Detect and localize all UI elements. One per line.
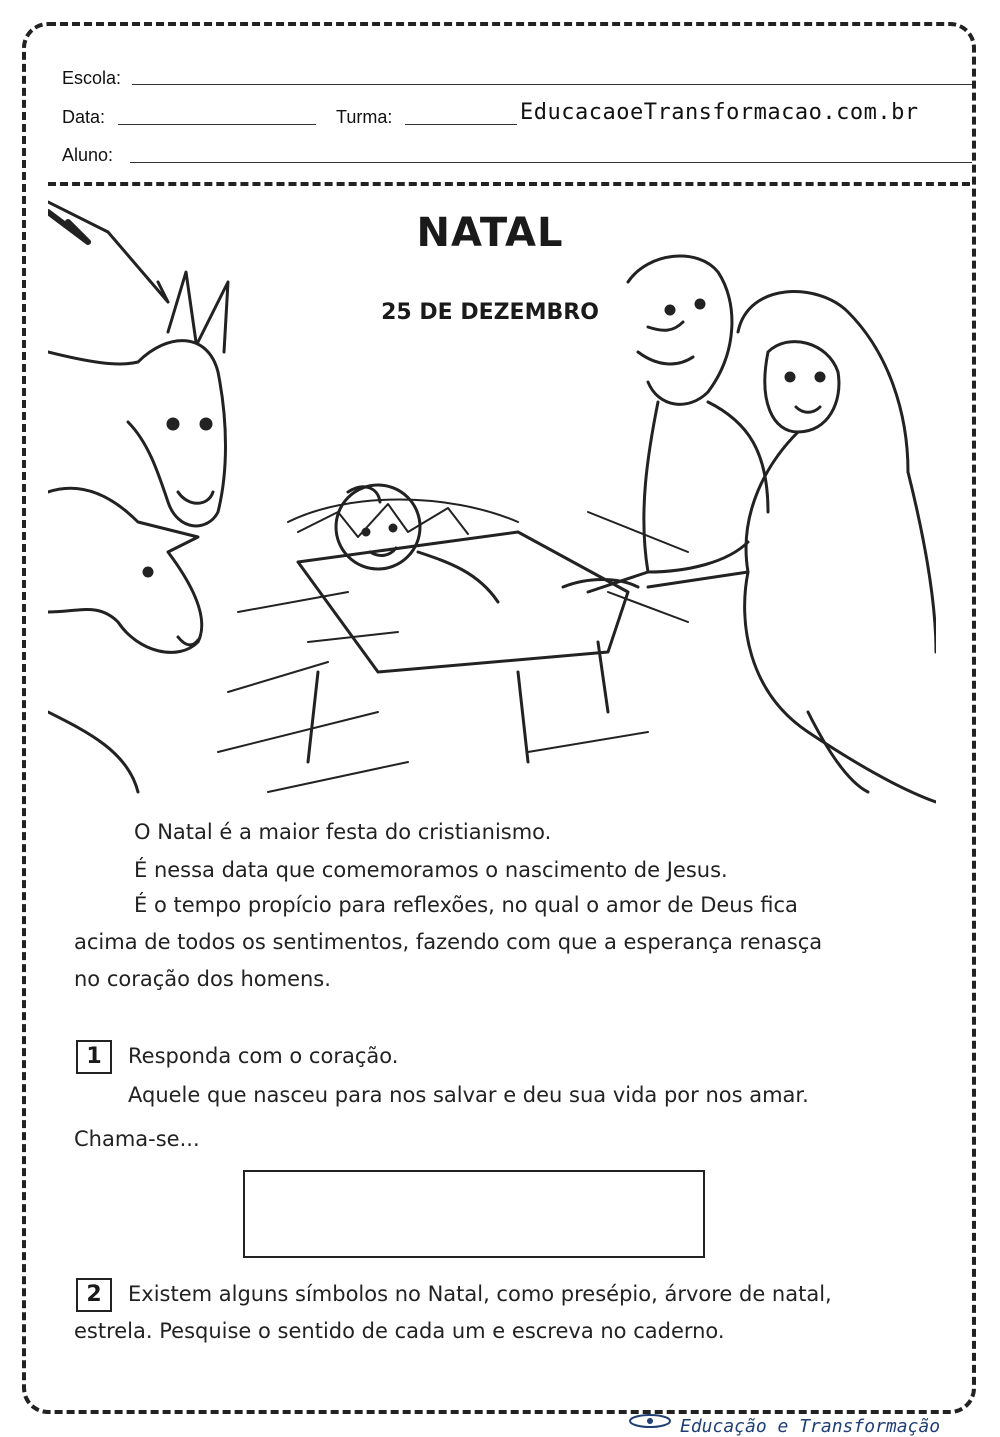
text-line-2: É nessa data que comemoramos o nascimento de Jesus. bbox=[134, 858, 728, 882]
site-url: EducacaoeTransformacao.com.br bbox=[520, 100, 919, 125]
page-subtitle: 25 DE DEZEMBRO bbox=[381, 300, 599, 325]
question-2-text: Existem alguns símbolos no Natal, como presépio, árvore de natal, bbox=[128, 1282, 832, 1306]
escola-label: Escola: bbox=[62, 68, 122, 88]
data-label: Data: bbox=[62, 107, 106, 127]
question-1-prompt: Responda com o coração. bbox=[128, 1044, 399, 1068]
mary-drawing bbox=[648, 292, 936, 802]
header-separator bbox=[48, 182, 970, 186]
answer-box[interactable] bbox=[243, 1170, 705, 1258]
turma-label: Turma: bbox=[336, 107, 393, 127]
text-line-3: É o tempo propício para reflexões, no qual o amor de Deus fica bbox=[134, 893, 798, 917]
data-field[interactable] bbox=[118, 124, 316, 125]
nativity-illustration bbox=[48, 192, 936, 812]
footer-brand: Educação e Transformação bbox=[680, 1416, 941, 1437]
text-line-1: O Natal é a maior festa do cristianismo. bbox=[134, 820, 552, 844]
text-line-4: acima de todos os sentimentos, fazendo com que a esperança renasça bbox=[74, 930, 823, 954]
escola-field[interactable] bbox=[132, 84, 972, 85]
aluno-field[interactable] bbox=[130, 162, 972, 163]
question-1-number: 1 bbox=[76, 1040, 112, 1074]
question-1-text-end: Chama-se... bbox=[74, 1127, 200, 1151]
page-title: NATAL bbox=[416, 210, 564, 256]
floor-straw bbox=[218, 512, 688, 792]
question-2-text-end: estrela. Pesquise o sentido de cada um e escreva no caderno. bbox=[74, 1319, 725, 1343]
turma-field[interactable] bbox=[405, 124, 517, 125]
donkey-drawing bbox=[48, 202, 228, 526]
question-1-text: Aquele que nasceu para nos salvar e deu sua vida por nos amar. bbox=[128, 1083, 809, 1107]
orbit-logo-icon bbox=[628, 1412, 672, 1430]
text-line-5: no coração dos homens. bbox=[74, 967, 331, 991]
question-2-number: 2 bbox=[76, 1278, 112, 1312]
aluno-label: Aluno: bbox=[62, 145, 114, 165]
ox-drawing bbox=[48, 488, 202, 792]
